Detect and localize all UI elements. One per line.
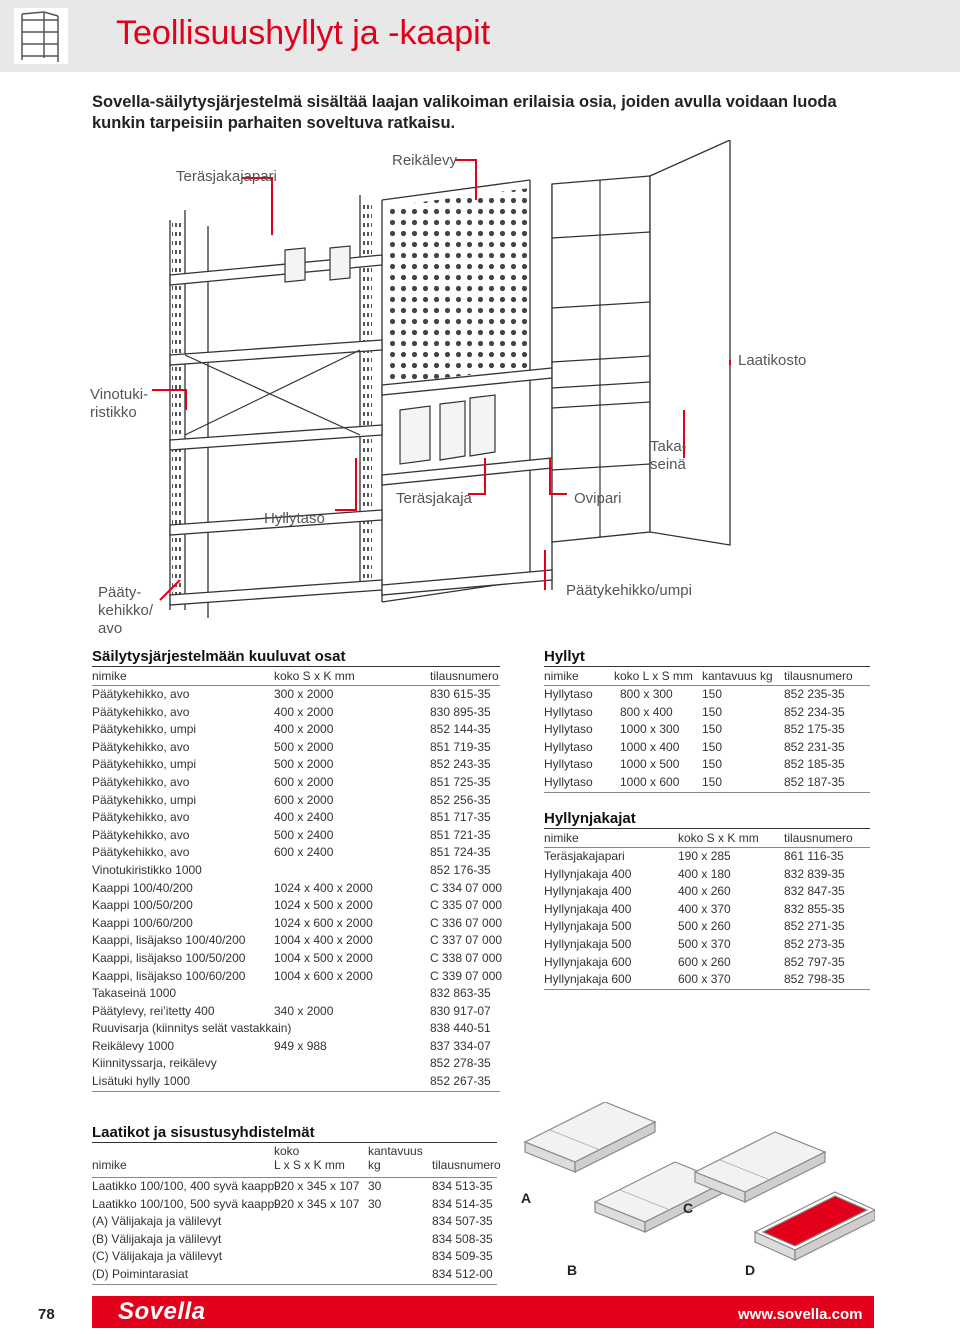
label-takaseina-2: seinä [650,456,686,473]
table-cell: Hyllytaso [544,704,593,719]
table-cell: 500 x 2000 [274,739,334,754]
col-tilausnumero: tilausnumero [784,669,853,683]
table-cell: 852 267-35 [430,1074,491,1089]
col-koko-2: L x S x K mm [274,1158,345,1172]
table-cell: Päätykehikko, umpi [92,792,197,807]
laatikot-table [92,1142,501,1285]
table-cell: 1004 x 400 x 2000 [274,933,373,948]
page-header [0,0,960,72]
table-row [92,809,500,827]
table-cell: Lisätuki hylly 1000 [92,1074,191,1089]
table-cell: C 334 07 000 [430,880,503,895]
table-row [92,897,503,915]
table-cell: 851 719-35 [430,739,491,754]
table-cell: 800 x 400 [620,704,673,719]
table-row [92,985,500,1003]
table-row [92,739,500,757]
table-row [544,866,870,884]
table-row [544,721,870,739]
table-cell: Hyllytaso [544,722,593,737]
table-cell: Päätykehikko, avo [92,739,190,754]
table-header-row [544,666,870,686]
table-row [544,883,870,901]
table-cell: 150 [702,687,723,701]
table-cell: Laatikko 100/100, 500 syvä kaappi [92,1196,277,1211]
label-vinotuki-2: ristikko [90,404,137,421]
hyllynjakajat-title: Hyllynjakajat [544,810,636,827]
table-row [92,1248,497,1266]
table-row [92,1073,500,1092]
table-header-row [544,828,870,848]
table-cell: 834 508-35 [432,1231,493,1246]
table-row [92,950,503,968]
drawer-trays [505,1102,875,1287]
table-cell: Kaappi, lisäjakso 100/50/200 [92,950,246,965]
table-cell: 837 334-07 [430,1038,491,1053]
callout-lines [90,140,870,660]
table-cell: 150 [702,739,723,754]
table-row [92,827,500,845]
col-koko: koko S x K mm [274,669,355,683]
drawer-label-c: C [683,1200,694,1216]
table-header-row [92,1142,501,1178]
table-row [92,880,503,898]
table-cell: 852 278-35 [430,1056,491,1071]
table-cell: Ruuvisarja (kiinnitys selät vastakkain) [92,1021,292,1036]
label-paaty-3: avo [98,620,123,637]
table-cell: Hyllytaso [544,687,593,701]
table-cell: 600 x 2000 [274,792,334,807]
table-cell: 832 847-35 [784,884,845,899]
shelf-rack-icon [14,8,68,64]
hyllynjakajat-rows [544,848,870,990]
col-koko: koko S x K mm [678,831,759,845]
sailytys-title: Säilytysjärjestelmään kuuluvat osat [92,648,346,665]
table-row [92,792,500,810]
table-cell: 800 x 300 [620,687,673,701]
table-row [92,1266,497,1285]
table-cell: Hyllynjakaja 600 [544,972,632,987]
table-cell: Päätykehikko, avo [92,774,190,789]
table-cell: C 339 07 000 [430,968,503,983]
table-cell: Laatikko 100/100, 400 syvä kaappi [92,1179,277,1193]
table-cell: Hyllytaso [544,757,593,772]
table-cell: 150 [702,722,723,737]
table-row [92,686,500,704]
hyllynjakajat-table [544,828,870,990]
table-cell: Hyllynjakaja 400 [544,884,632,899]
table-cell: 851 724-35 [430,845,491,860]
table-cell: 1024 x 500 x 2000 [274,898,373,913]
table-cell: Hyllynjakaja 600 [544,954,632,969]
shelving-diagram [90,140,870,660]
table-cell: 1004 x 600 x 2000 [274,968,373,983]
page-title: Teollisuushyllyt ja -kaapit [116,14,491,52]
table-cell: 500 x 2000 [274,757,334,772]
table-cell: 1000 x 500 [620,757,680,772]
col-nimike: nimike [544,669,579,683]
table-row [544,936,870,954]
table-cell: 852 235-35 [784,687,845,701]
label-takaseina-1: Taka- [650,438,687,455]
table-cell: Päätykehikko, avo [92,810,190,825]
hyllyt-rows [544,686,870,793]
label-reikalevy: Reikälevy [392,152,458,169]
table-cell: 852 176-35 [430,862,491,877]
col-nimike: nimike [92,669,127,683]
table-cell: 852 187-35 [784,774,845,789]
table-cell: 851 717-35 [430,810,491,825]
drawer-label-b: B [567,1262,578,1278]
table-cell: 150 [702,704,723,719]
table-cell: 500 x 370 [678,936,731,951]
table-cell: C 335 07 000 [430,898,503,913]
col-nimike: nimike [544,831,579,845]
col-tilausnumero: tilausnumero [430,669,499,683]
table-cell: 852 231-35 [784,739,845,754]
table-header-row [92,666,500,686]
table-cell: 150 [702,757,723,772]
label-laatikosto: Laatikosto [738,352,807,369]
table-cell: 834 514-35 [432,1196,493,1211]
laatikot-title: Laatikot ja sisustusyhdistelmät [92,1124,315,1141]
table-cell: Kaappi 100/60/200 [92,915,193,930]
table-cell: Kaappi 100/50/200 [92,898,193,913]
col-kantavuus: kantavuus kg [702,669,773,683]
table-row [92,756,500,774]
col-nimike: nimike [92,1158,127,1172]
table-row [92,1196,497,1214]
table-cell: 190 x 285 [678,849,731,863]
table-row [544,848,870,866]
table-cell: 852 144-35 [430,722,491,737]
table-row [92,1213,497,1231]
table-cell: 1024 x 600 x 2000 [274,915,373,930]
table-cell: 861 116-35 [784,849,844,863]
label-terasjakaja: Teräsjakaja [396,490,472,507]
table-cell: Hyllynjakaja 400 [544,901,632,916]
label-terasjakajapari: Teräsjakajapari [176,168,277,185]
table-row [92,1178,497,1196]
label-paatykehikko-umpi: Päätykehikko/umpi [566,582,692,599]
table-cell: 851 721-35 [430,827,491,842]
table-cell: 150 [702,774,723,789]
table-cell: 920 x 345 x 107 [274,1196,360,1211]
table-cell: (A) Välijakaja ja välilevyt [92,1214,222,1229]
label-paaty-1: Pääty- [98,584,142,601]
col-kantavuus-2: kg [368,1158,381,1172]
table-cell: 830 917-07 [430,1003,491,1018]
table-row [544,954,870,972]
laatikot-rows [92,1178,497,1285]
table-cell: (C) Välijakaja ja välilevyt [92,1249,223,1264]
hyllyt-title: Hyllyt [544,648,585,665]
table-row [544,901,870,919]
sailytys-table [92,666,503,1092]
table-cell: 30 [368,1179,382,1193]
table-cell: Päätykehikko, umpi [92,757,197,772]
table-cell: 600 x 260 [678,954,731,969]
table-row [92,932,503,950]
table-cell: 834 513-35 [432,1179,493,1193]
drawer-illustrations [505,1102,875,1287]
table-cell: 400 x 2000 [274,704,334,719]
table-cell: Päätykehikko, avo [92,687,190,701]
table-row [544,756,870,774]
label-hyllytaso: Hyllytaso [264,510,325,527]
table-row [92,1003,500,1021]
table-row [92,844,500,862]
table-cell: 600 x 2400 [274,845,334,860]
table-cell: 852 256-35 [430,792,491,807]
table-cell: 340 x 2000 [274,1003,334,1018]
table-cell: Hyllynjakaja 500 [544,919,632,934]
table-cell: 852 185-35 [784,757,845,772]
table-cell: C 336 07 000 [430,915,503,930]
table-cell: 500 x 2400 [274,827,334,842]
table-cell: Kaappi, lisäjakso 100/60/200 [92,968,246,983]
table-cell: 920 x 345 x 107 [274,1179,360,1193]
col-tilausnumero: tilausnumero [784,831,853,845]
table-cell: Teräsjakajapari [544,849,625,863]
table-row [92,968,503,986]
table-cell: Hyllytaso [544,774,593,789]
table-row [544,704,870,722]
table-row [92,1231,497,1249]
table-cell: Kiinnityssarja, reikälevy [92,1056,217,1071]
table-row [544,686,870,704]
hyllyt-table [544,666,870,793]
label-paaty-2: kehikko/ [98,602,154,619]
page-number: 78 [38,1306,55,1323]
table-cell: 30 [368,1196,382,1211]
table-cell: 1004 x 500 x 2000 [274,950,373,965]
intro-text: Sovella-säilytysjärjestelmä sisältää laajan valikoiman erilaisia osia, joiden avulla voidaan luoda kunkin tarpeisiin parhaiten soveltuva ratkaisu. [92,93,837,132]
table-cell: 400 x 2400 [274,810,334,825]
table-cell: 852 243-35 [430,757,491,772]
table-cell: 830 895-35 [430,704,491,719]
table-cell: 1024 x 400 x 2000 [274,880,373,895]
table-cell: 600 x 370 [678,972,731,987]
table-cell: Kaappi 100/40/200 [92,880,193,895]
table-row [92,862,500,880]
table-cell: 832 855-35 [784,901,845,916]
table-cell: Päätykehikko, avo [92,845,190,860]
table-cell: Päätykehikko, umpi [92,722,197,737]
table-cell: C 337 07 000 [430,933,503,948]
table-cell: 600 x 2000 [274,774,334,789]
drawer-label-d: D [745,1262,756,1278]
table-cell: 400 x 370 [678,901,731,916]
table-cell: 949 x 988 [274,1038,327,1053]
table-row [92,774,500,792]
table-cell: Hyllytaso [544,739,593,754]
sovella-logo: Sovella [118,1298,206,1325]
table-cell: 852 175-35 [784,722,845,737]
footer-url[interactable]: www.sovella.com [738,1306,863,1323]
table-cell: 400 x 260 [678,884,731,899]
table-cell: (B) Välijakaja ja välilevyt [92,1231,222,1246]
table-cell: 1000 x 400 [620,739,680,754]
table-cell: 852 798-35 [784,972,845,987]
table-cell: 1000 x 600 [620,774,680,789]
table-cell: 852 271-35 [784,919,845,934]
col-kantavuus-1: kantavuus [368,1144,423,1158]
table-cell: 400 x 2000 [274,722,334,737]
table-cell: 1000 x 300 [620,722,680,737]
table-cell: 834 512-00 [432,1266,493,1281]
table-row [92,721,500,739]
table-cell: 834 507-35 [432,1214,493,1229]
table-cell: 838 440-51 [430,1021,491,1036]
table-cell: Päätykehikko, avo [92,827,190,842]
table-cell: Takaseinä 1000 [92,986,177,1001]
table-row [92,915,503,933]
table-row [544,774,870,793]
table-cell: 400 x 180 [678,866,731,881]
table-row [92,1055,500,1073]
table-row [544,918,870,936]
table-cell: 852 273-35 [784,936,845,951]
table-cell: C 338 07 000 [430,950,503,965]
table-cell: Päätykehikko, avo [92,704,190,719]
table-cell: 851 725-35 [430,774,491,789]
table-cell: 830 615-35 [430,687,491,701]
table-cell: 832 863-35 [430,986,491,1001]
table-cell: 834 509-35 [432,1249,493,1264]
table-row [544,739,870,757]
table-cell: 852 234-35 [784,704,845,719]
sailytys-rows [92,686,503,1092]
table-cell: 852 797-35 [784,954,845,969]
drawer-label-a: A [521,1190,532,1206]
col-koko-1: koko [274,1144,300,1158]
table-cell: 500 x 260 [678,919,731,934]
table-cell: Hyllynjakaja 500 [544,936,632,951]
table-cell: Päätylevy, rei’itetty 400 [92,1003,215,1018]
col-tilausnumero: tilausnumero [432,1158,501,1172]
table-cell: 832 839-35 [784,866,845,881]
table-cell: (D) Poimintarasiat [92,1266,189,1281]
table-row [92,1020,500,1038]
table-cell: 300 x 2000 [274,687,334,701]
table-row [92,1038,500,1056]
table-cell: Vinotukiristikko 1000 [92,862,202,877]
table-row [92,704,500,722]
col-koko: koko L x S mm [614,669,693,683]
table-row [544,971,870,990]
label-vinotuki-1: Vinotuki- [90,386,149,403]
label-ovipari: Ovipari [574,490,622,507]
table-cell: Hyllynjakaja 400 [544,866,632,881]
table-cell: Reikälevy 1000 [92,1038,175,1053]
table-cell: Kaappi, lisäjakso 100/40/200 [92,933,246,948]
